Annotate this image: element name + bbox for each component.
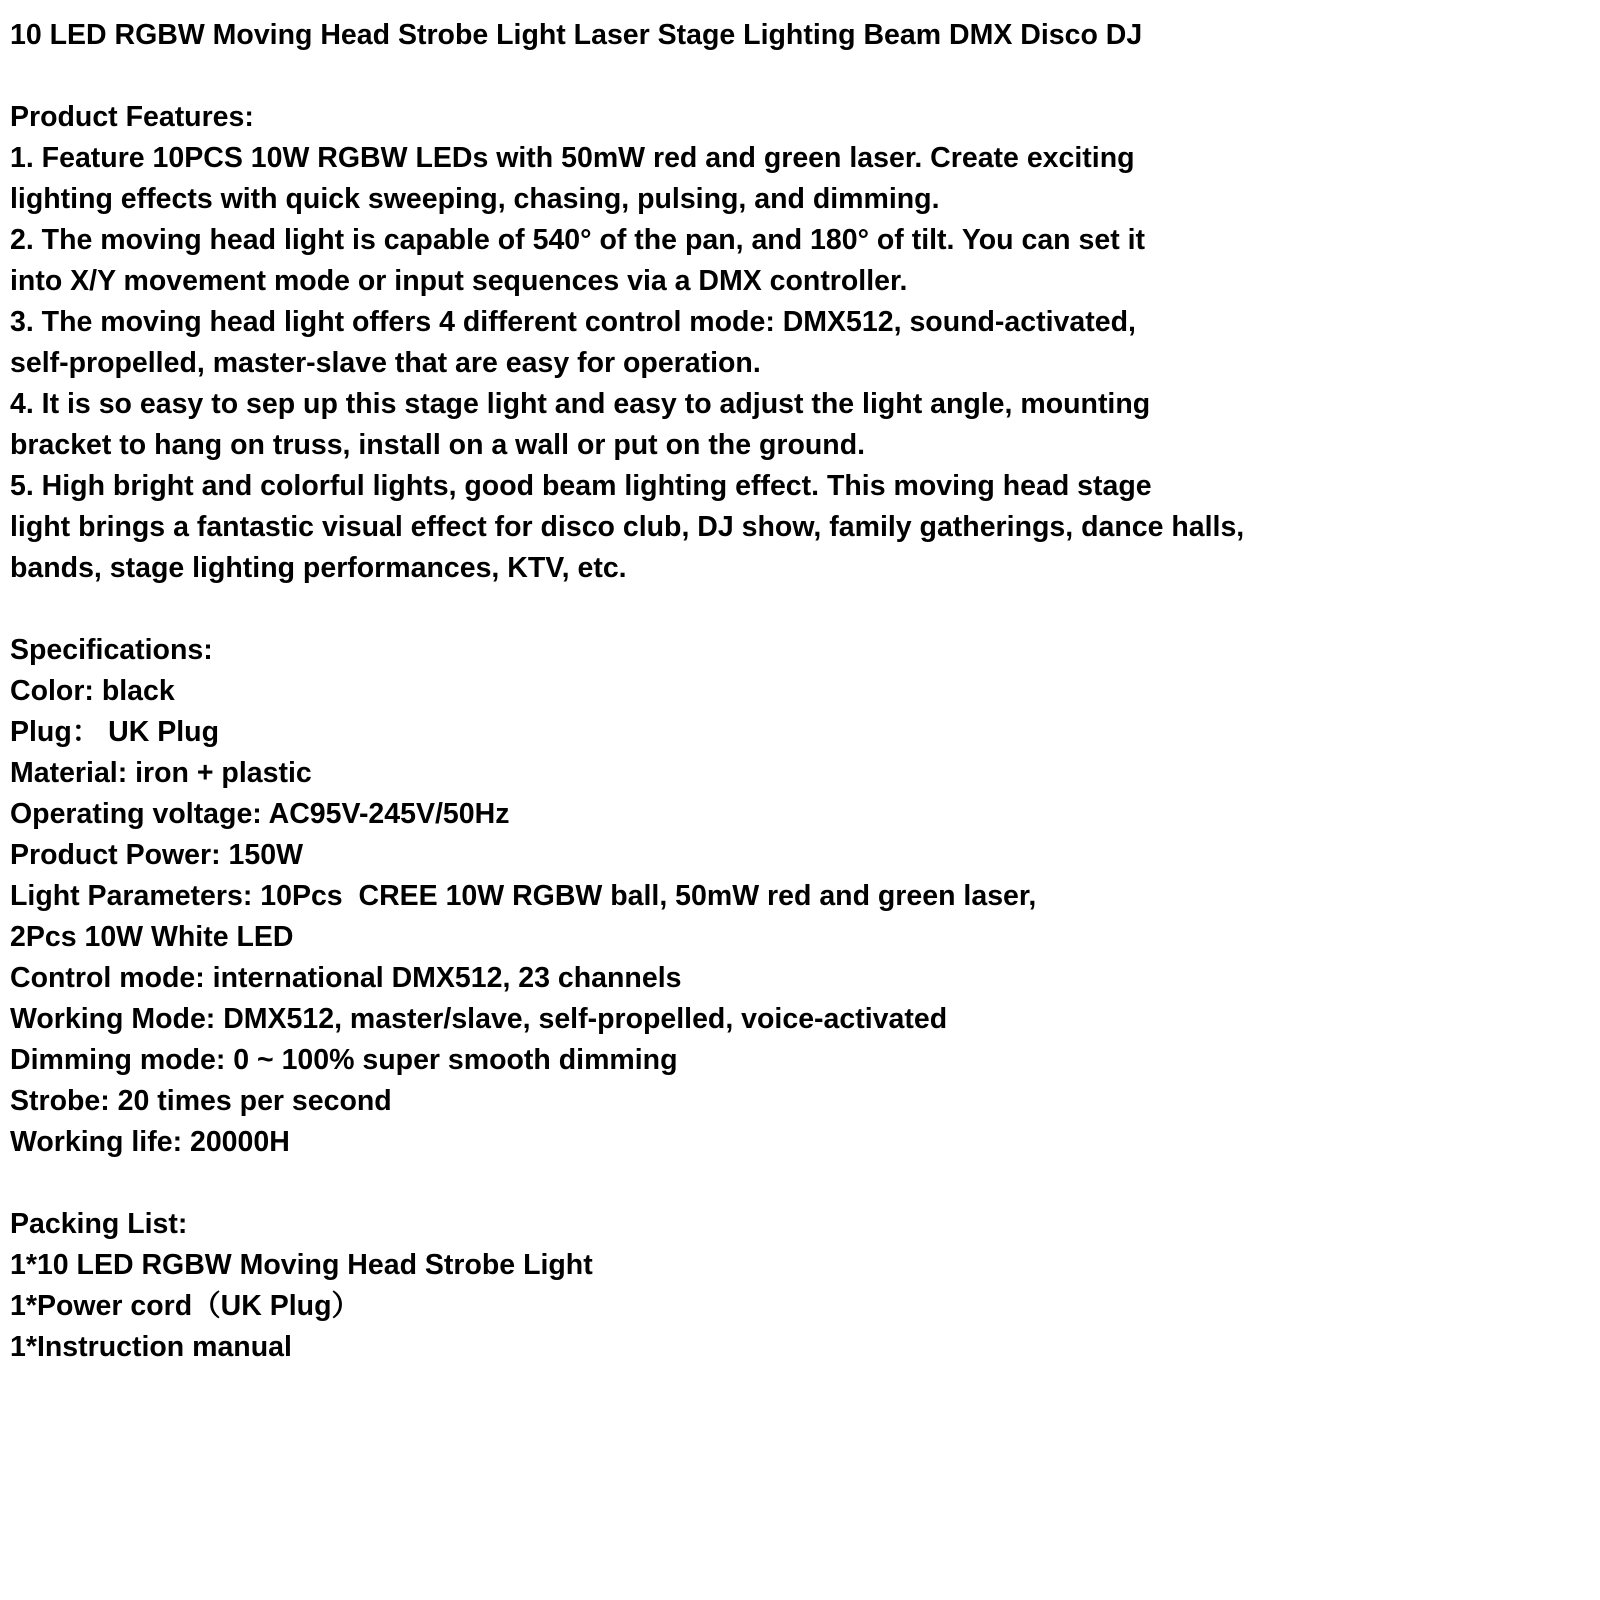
spec-line: Working Mode: DMX512, master/slave, self-propelled, voice-activated <box>10 1003 948 1035</box>
packing-line: 1*Instruction manual <box>10 1331 292 1363</box>
feature-line: self-propelled, master-slave that are easy for operation. <box>10 347 761 379</box>
packing-line: 1*10 LED RGBW Moving Head Strobe Light <box>10 1249 593 1281</box>
packing-line: 1*Power cord（UK Plug） <box>10 1290 360 1322</box>
feature-line: 2. The moving head light is capable of 540° of the pan, and 180° of tilt. You can set it <box>10 224 1146 256</box>
feature-line: bands, stage lighting performances, KTV, etc. <box>10 552 627 584</box>
feature-line: 4. It is so easy to sep up this stage light and easy to adjust the light angle, mounting <box>10 388 1151 420</box>
spec-line: Color: black <box>10 675 175 707</box>
spec-line: Dimming mode: 0 ~ 100% super smooth dimming <box>10 1044 678 1076</box>
feature-line: lighting effects with quick sweeping, chasing, pulsing, and dimming. <box>10 183 940 215</box>
packing-list-heading: Packing List: <box>10 1208 188 1240</box>
feature-line: bracket to hang on truss, install on a wall or put on the ground. <box>10 429 866 461</box>
feature-line: 5. High bright and colorful lights, good beam lighting effect. This moving head stage <box>10 470 1152 502</box>
spec-line: Material: iron + plastic <box>10 757 312 789</box>
feature-line: 3. The moving head light offers 4 different control mode: DMX512, sound-activated, <box>10 306 1136 338</box>
features-section <box>10 97 1590 589</box>
packing-list-section <box>10 1204 1590 1368</box>
spec-line: Product Power: 150W <box>10 839 303 871</box>
spec-line: Light Parameters: 10Pcs CREE 10W RGBW ball, 50mW red and green laser, <box>10 880 1037 912</box>
spec-line: Control mode: international DMX512, 23 channels <box>10 962 682 994</box>
feature-line: into X/Y movement mode or input sequences via a DMX controller. <box>10 265 908 297</box>
spec-line: Plug： UK Plug <box>10 716 219 748</box>
specifications-section <box>10 630 1590 1163</box>
spec-line: Working life: 20000H <box>10 1126 290 1158</box>
specifications-heading: Specifications: <box>10 634 213 666</box>
features-heading: Product Features: <box>10 101 254 133</box>
page-title: 10 LED RGBW Moving Head Strobe Light Laser Stage Lighting Beam DMX Disco DJ <box>10 19 1143 51</box>
spec-line: Strobe: 20 times per second <box>10 1085 392 1117</box>
feature-line: light brings a fantastic visual effect for disco club, DJ show, family gatherings, dance halls, <box>10 511 1245 543</box>
spec-line: Operating voltage: AC95V-245V/50Hz <box>10 798 510 830</box>
spec-line: 2Pcs 10W White LED <box>10 921 294 953</box>
feature-line: 1. Feature 10PCS 10W RGBW LEDs with 50mW red and green laser. Create exciting <box>10 142 1135 174</box>
